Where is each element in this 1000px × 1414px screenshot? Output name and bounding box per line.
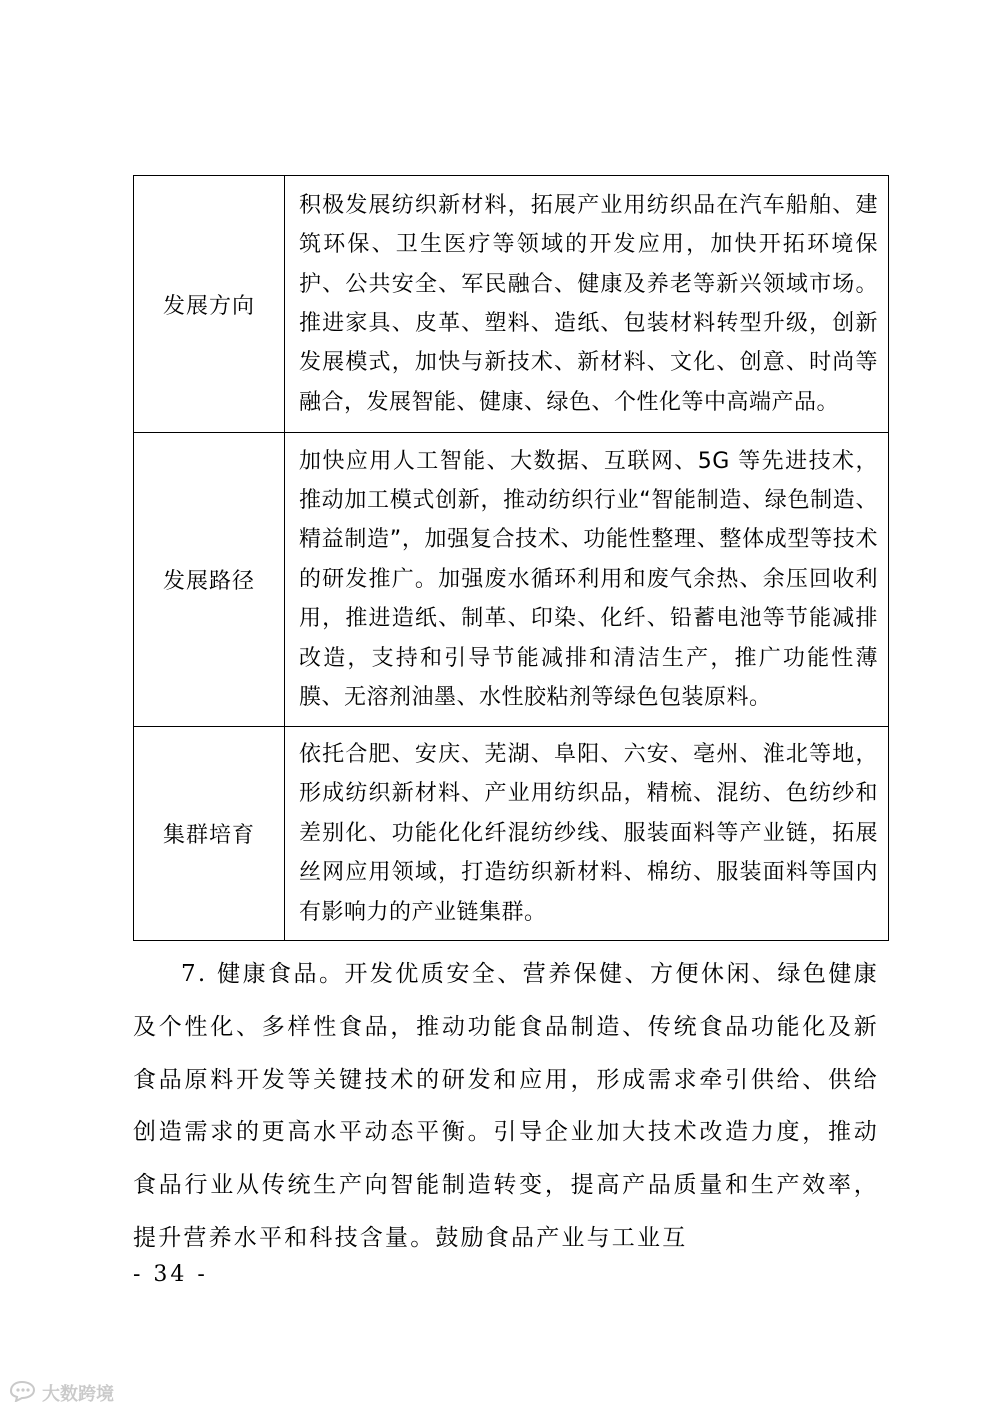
row-label: 集群培育 [134, 727, 285, 941]
row-content: 加快应用人工智能、大数据、互联网、5G 等先进技术，推动加工模式创新，推动纺织行业“智能制造、绿色制造、精益制造”，加强复合技术、功能性整理、整体成型等技术的研发推广。加强废水循环利用和废气余热、余压回收利用，推进造纸、制革、印染、化纤、铅蓄电池等节能减排改造，支持和引导节能减排和清洁生产，推广功能性薄膜、无溶剂油墨、水性胶粘剂等绿色包装原料。 [285, 433, 889, 727]
watermark [8, 1380, 114, 1406]
row-label: 发展方向 [134, 176, 285, 433]
page-number: - 34 - [133, 1262, 208, 1287]
chat-bubble-icon [8, 1380, 38, 1406]
row-label: 发展路径 [134, 433, 285, 727]
row-content: 依托合肥、安庆、芜湖、阜阳、六安、亳州、淮北等地，形成纺织新材料、产业用纺织品，精梳、混纺、色纺纱和差别化、功能化化纤混纺纱线、服装面料等产业链，拓展丝网应用领域，打造纺织新材料、棉纺、服装面料等国内有影响力的产业链集群。 [285, 727, 889, 941]
table-row [134, 433, 889, 727]
row-content: 积极发展纺织新材料，拓展产业用纺织品在汽车船舶、建筑环保、卫生医疗等领域的开发应用，加快开拓环境保护、公共安全、军民融合、健康及养老等新兴领域市场。推进家具、皮革、塑料、造纸、包装材料转型升级，创新发展模式，加快与新技术、新材料、文化、创意、时尚等融合，发展智能、健康、绿色、个性化等中高端产品。 [285, 176, 889, 433]
policy-table [133, 175, 889, 941]
body-paragraph: 7. 健康食品。开发优质安全、营养保健、方便休闲、绿色健康及个性化、多样性食品，推动功能食品制造、传统食品功能化及新食品原料开发等关键技术的研发和应用，形成需求牵引供给、供给创造需求的更高水平动态平衡。引导企业加大技术改造力度，推动食品行业从传统生产向智能制造转变，提高产品质量和生产效率，提升营养水平和科技含量。鼓励食品产业与工业互 [133, 961, 879, 1251]
table-row [134, 727, 889, 941]
table-row [134, 176, 889, 433]
watermark-text: 大数跨境 [42, 1384, 114, 1405]
